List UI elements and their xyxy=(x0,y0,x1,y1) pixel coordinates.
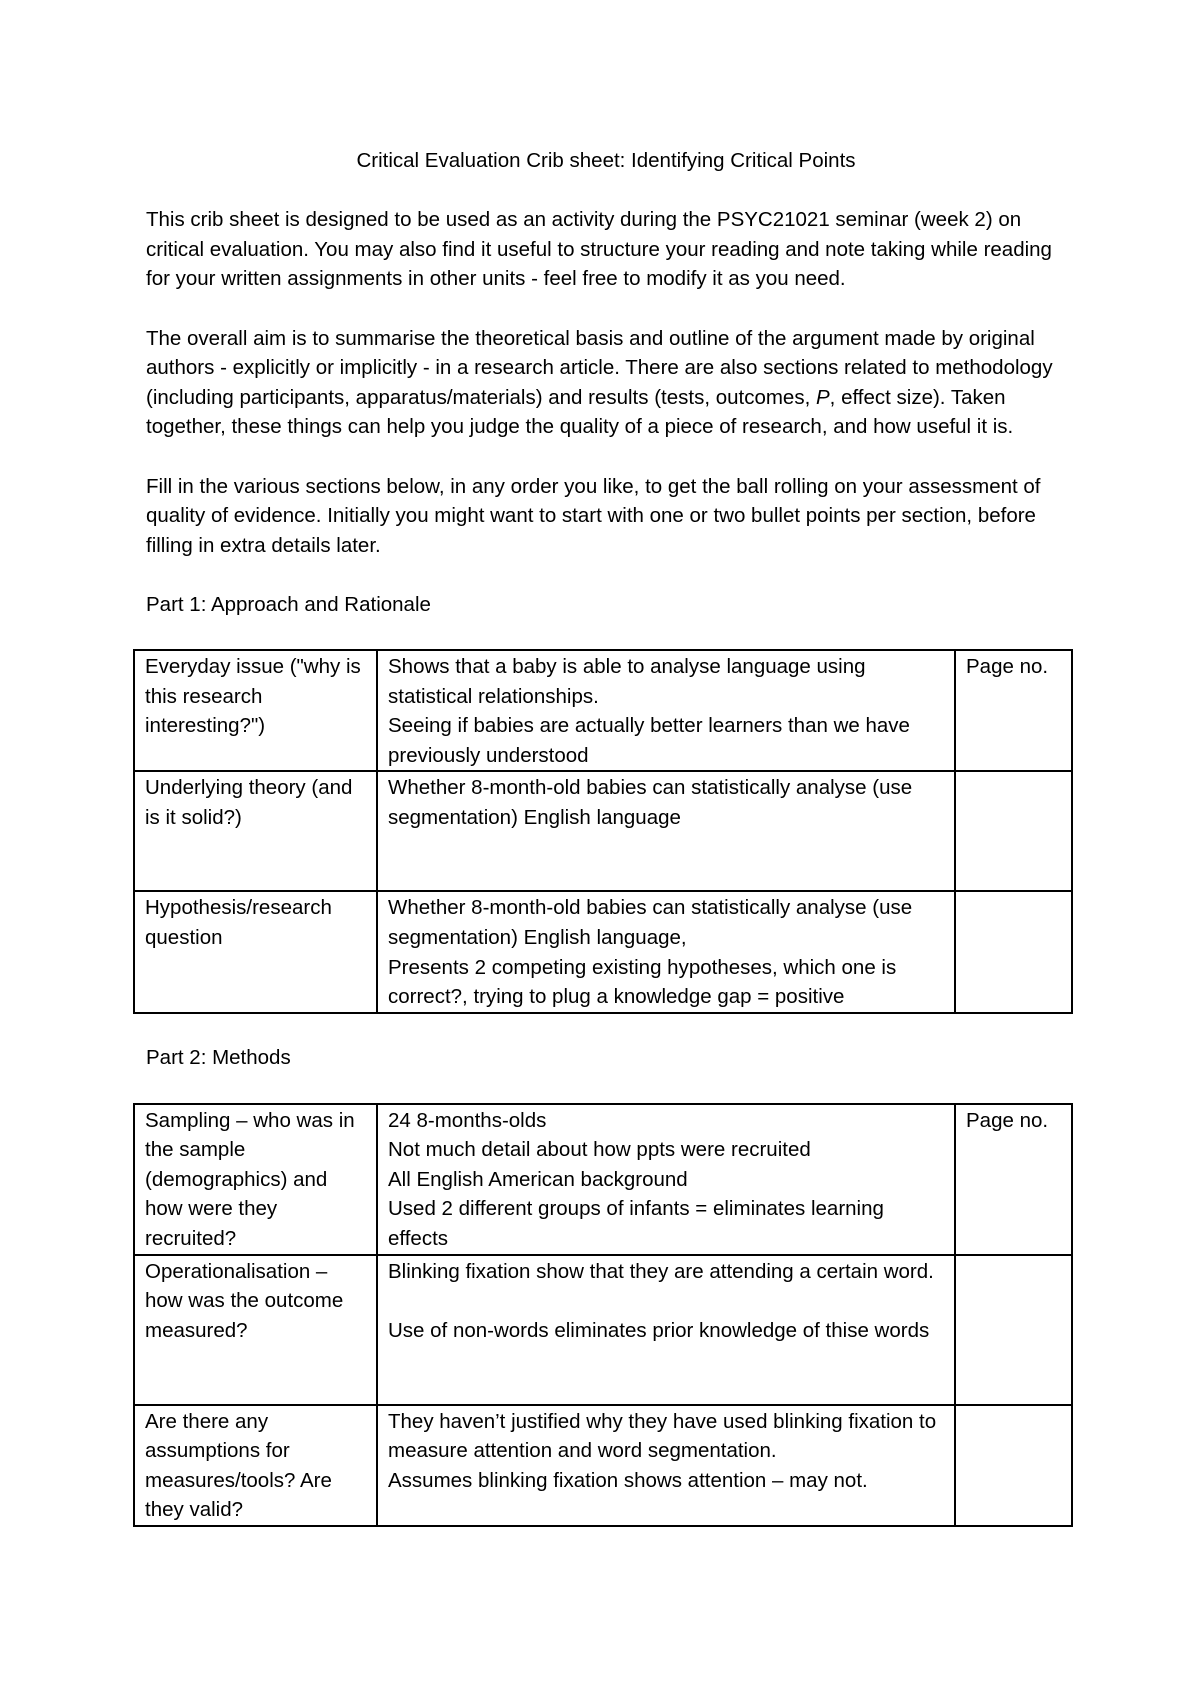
note-line: Assumes blinking fixation shows attention – may not. xyxy=(388,1468,868,1492)
table-row xyxy=(134,1255,1072,1405)
table-row xyxy=(134,1104,1072,1255)
note-line: Not much detail about how ppts were recruited xyxy=(388,1138,811,1162)
intro-paragraph-1: This crib sheet is designed to be used as an activity during the PSYC21021 seminar (week 2) on critical evaluation. You may also find it useful to structure your reading and note taking while reading for your written assignments in other units - feel free to modify it as you need. xyxy=(146,208,1052,291)
table-row xyxy=(134,650,1072,771)
intro-paragraph-3: Fill in the various sections below, in any order you like, to get the ball rolling on your assessment of quality of evidence. Initially you might want to start with one or two bullet points per section, before filling in extra details later. xyxy=(146,474,1041,557)
row-notes[interactable] xyxy=(377,1104,955,1255)
page-number-cell[interactable]: Page no. xyxy=(955,650,1072,771)
page-number-cell[interactable] xyxy=(955,891,1072,1012)
row-notes[interactable] xyxy=(377,650,955,771)
intro-p2-text-a: The overall aim is to summarise the theoretical basis and outline of the argument made by original authors - explicitly or implicitly - in a research article. There are also sections related to methodology (including participants, apparatus/materials) and results (tests, outcomes, xyxy=(146,326,1053,409)
note-line: 24 8-months-olds xyxy=(388,1108,547,1132)
row-notes[interactable] xyxy=(377,891,955,1012)
row-label: Sampling – who was in the sample (demographics) and how were they recruited? xyxy=(134,1104,377,1255)
table-row xyxy=(134,891,1072,1012)
part1-table xyxy=(133,649,1073,1014)
note-line: Blinking fixation show that they are attending a certain word. xyxy=(388,1259,934,1283)
blank-line xyxy=(388,1286,944,1316)
row-label: Everyday issue ("why is this research interesting?") xyxy=(134,650,377,771)
note-line: Shows that a baby is able to analyse language using statistical relationships. xyxy=(388,655,866,708)
document-content xyxy=(146,146,1066,1557)
page-number-cell[interactable] xyxy=(955,1405,1072,1526)
intro-p2-italic-p: P xyxy=(815,385,830,409)
page-title: Critical Evaluation Crib sheet: Identifying Critical Points xyxy=(356,149,856,172)
row-label: Are there any assumptions for measures/tools? Are they valid? xyxy=(134,1405,377,1526)
note-line: Used 2 different groups of infants = eliminates learning effects xyxy=(388,1197,884,1250)
page-number-cell[interactable] xyxy=(955,1255,1072,1405)
note-line: Use of non-words eliminates prior knowledge of thise words xyxy=(388,1318,930,1342)
note-line: All English American background xyxy=(388,1167,688,1191)
intro-p2-text-b: , effect size). Taken together, these things can help you judge the quality of a piece of research, and how useful it is. xyxy=(146,385,1014,439)
part2-table xyxy=(133,1103,1073,1527)
note-line: Seeing if babies are actually better learners than we have previously understood xyxy=(388,714,910,767)
note-line: They haven’t justified why they have used blinking fixation to measure attention and word segmentation. xyxy=(388,1409,937,1463)
page-number-cell[interactable] xyxy=(955,771,1072,891)
row-label: Underlying theory (and is it solid?) xyxy=(134,771,377,891)
page-number-cell[interactable]: Page no. xyxy=(955,1104,1072,1255)
note-line: Whether 8-month-old babies can statistically analyse (use segmentation) English language, xyxy=(388,896,913,950)
row-label: Hypothesis/research question xyxy=(134,891,377,1012)
row-notes[interactable] xyxy=(377,1405,955,1526)
row-notes[interactable] xyxy=(377,1255,955,1405)
row-label: Operationalisation – how was the outcome measured? xyxy=(134,1255,377,1405)
part2-heading: Part 2: Methods xyxy=(146,1046,291,1070)
note-line: Whether 8-month-old babies can statistically analyse (use segmentation) English language xyxy=(388,776,913,830)
row-notes[interactable] xyxy=(377,771,955,891)
part1-heading: Part 1: Approach and Rationale xyxy=(146,592,431,616)
note-line: Presents 2 competing existing hypotheses, which one is correct?, trying to plug a knowledge gap = positive xyxy=(388,955,897,1009)
table-row xyxy=(134,771,1072,891)
table-row xyxy=(134,1405,1072,1526)
intro-paragraph-2 xyxy=(146,324,1066,442)
